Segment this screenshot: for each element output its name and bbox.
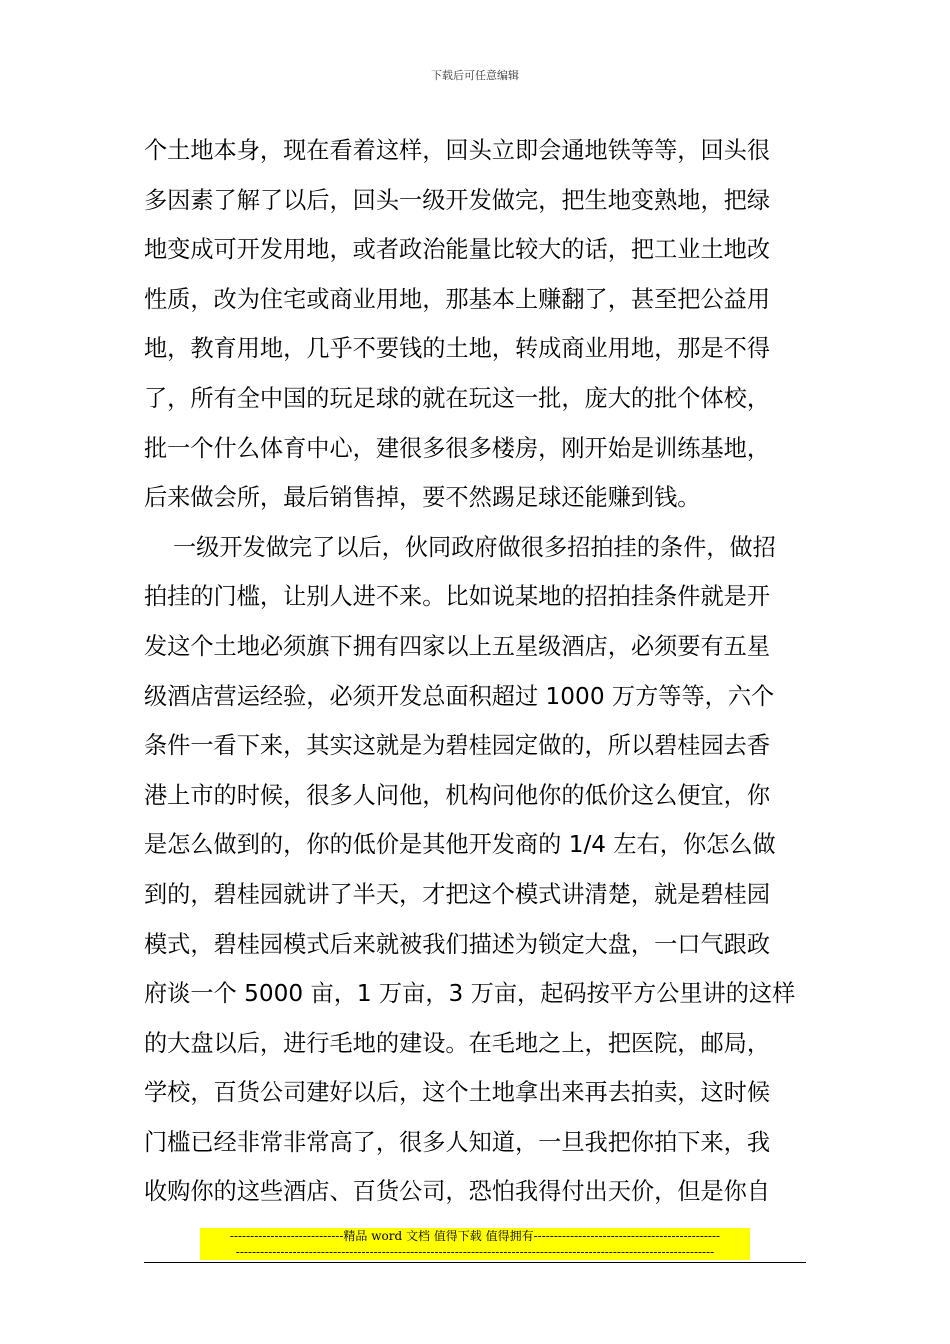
- text-line: 批一个什么体育中心，建很多很多楼房，刚开始是训练基地，: [144, 434, 771, 462]
- footer-banner-text: ----------------------------精品 word 文档 值得下载 值得拥有----------------------------------------------: [229, 1229, 721, 1243]
- text-line: 是怎么做到的，你的低价是其他开发商的 1/4 左右，你怎么做: [144, 831, 776, 859]
- text-line: 府谈一个 5000 亩，1 万亩，3 万亩，起码按平方公里讲的这样: [144, 980, 796, 1008]
- text-line: 个土地本身，现在看着这样，回头立即会通地铁等等，回头很: [144, 137, 771, 164]
- text-line: 门槛已经非常非常高了，很多人知道，一旦我把你拍下来，我: [144, 1128, 771, 1156]
- text-line: 港上市的时候，很多人问他，机构问他你的低价这么便宜，你: [144, 781, 771, 809]
- text-line: 到的，碧桂园就讲了半天，才把这个模式讲清楚，就是碧桂园: [144, 880, 771, 908]
- footer-highlight-banner: [200, 1228, 750, 1260]
- document-body: [144, 126, 809, 1217]
- text-line: 级酒店营运经验，必须开发总面积超过 1000 万方等等，六个: [144, 682, 775, 710]
- footer-banner-dashes: ----------------------------------------------------------------------------------------------------------------------: [235, 1245, 715, 1259]
- text-line: 多因素了解了以后，回头一级开发做完，把生地变熟地，把绿: [144, 186, 771, 214]
- page-header: 下载后可任意编辑: [431, 69, 519, 82]
- text-line: 地，教育用地，几乎不要钱的土地，转成商业用地，那是不得: [144, 335, 771, 363]
- text-line: 收购你的这些酒店、百货公司，恐怕我得付出天价，但是你自: [144, 1178, 771, 1206]
- text-line: 了，所有全中国的玩足球的就在玩这一批，庞大的批个体校，: [144, 384, 771, 412]
- text-line: 后来做会所，最后销售掉，要不然踢足球还能赚到钱。: [144, 484, 701, 512]
- text-line: 学校，百货公司建好以后，这个土地拿出来再去拍卖，这时候: [144, 1079, 771, 1107]
- text-line: 条件一看下来，其实这就是为碧桂园定做的，所以碧桂园去香: [144, 732, 771, 760]
- text-line: 模式，碧桂园模式后来就被我们描述为锁定大盘，一口气跟政: [144, 930, 771, 958]
- text-line: 地变成可开发用地，或者政治能量比较大的话，把工业土地改: [144, 236, 771, 264]
- text-line: 的大盘以后，进行毛地的建设。在毛地之上，把医院，邮局，: [144, 1029, 771, 1057]
- text-line: 发这个土地必须旗下拥有四家以上五星级酒店，必须要有五星: [144, 632, 771, 660]
- text-line: 性质，改为住宅或商业用地，那基本上赚翻了，甚至把公益用: [144, 285, 771, 313]
- footer-divider: [144, 1262, 806, 1263]
- text-line: 拍挂的门槛，让别人进不来。比如说某地的招拍挂条件就是开: [144, 583, 771, 611]
- paragraph-start-line: 一级开发做完了以后，伙同政府做很多招拍挂的条件，做招: [173, 533, 776, 561]
